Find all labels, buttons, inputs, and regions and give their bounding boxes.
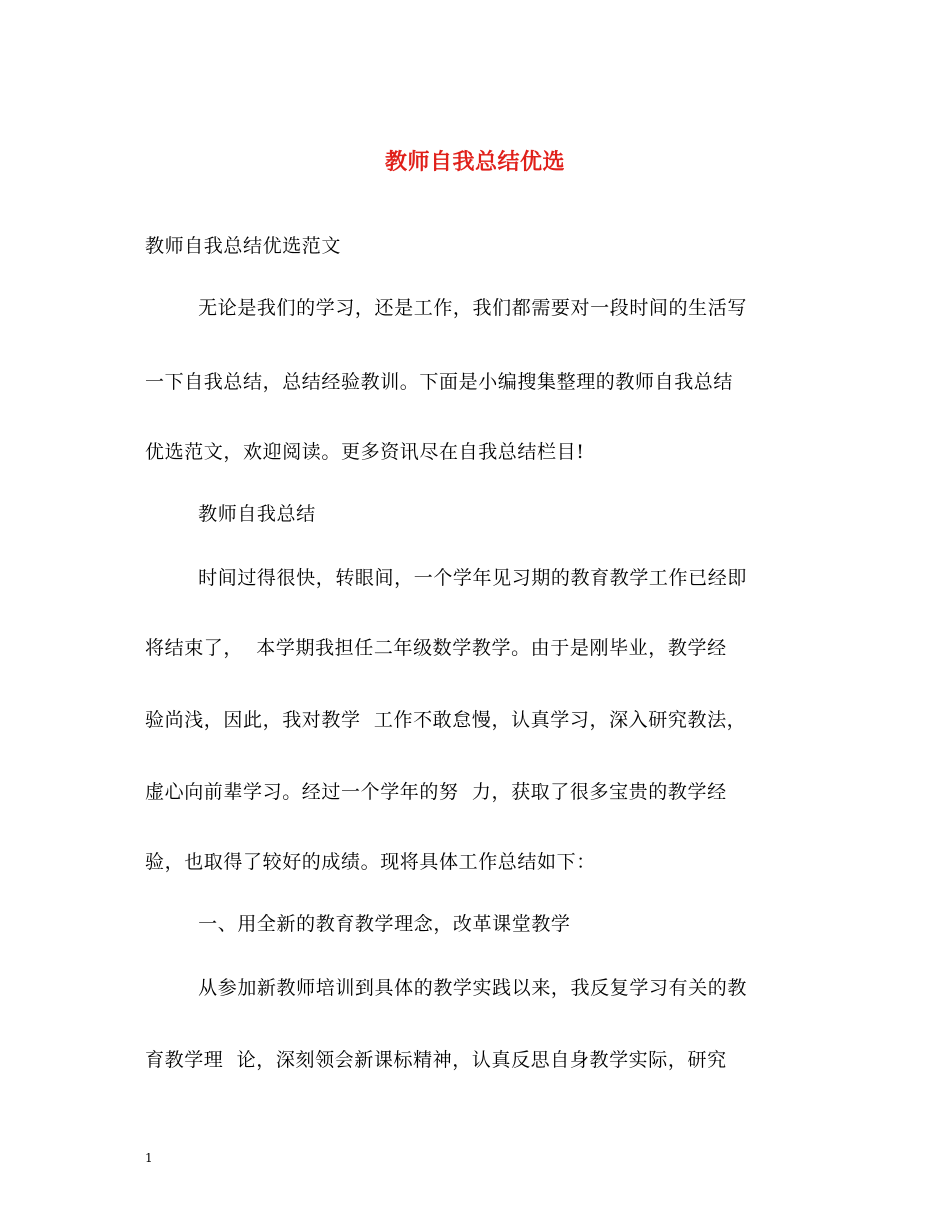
subtitle-line: 教师自我总结优选范文 <box>145 235 342 257</box>
body-line: 时间过得很快，转眼间，一个学年见习期的教育教学工作已经即 <box>145 567 747 589</box>
section-heading-line: 一、用全新的教育教学理念，改革课堂教学 <box>145 913 571 935</box>
body-line: 虚心向前辈学习。经过一个学年的努 力，获取了很多宝贵的教学经 <box>145 781 727 803</box>
body-line: 验尚浅，因此，我对教学 工作不敢怠慢，认真学习，深入研究教法， <box>145 709 747 731</box>
body-line: 将结束了， 本学期我担任二年级数学教学。由于是刚毕业，教学经 <box>145 637 727 659</box>
body-line: 优选范文，欢迎阅读。更多资讯尽在自我总结栏目! <box>145 441 585 463</box>
body-line: 无论是我们的学习，还是工作，我们都需要对一段时间的生活写 <box>145 297 747 319</box>
page-number: 1 <box>145 1151 153 1165</box>
body-line: 验，也取得了较好的成绩。现将具体工作总结如下： <box>145 851 596 873</box>
body-line: 育教学理 论，深刻领会新课标精神，认真反思自身教学实际，研究 <box>145 1049 727 1071</box>
body-line: 从参加新教师培训到具体的教学实践以来，我反复学习有关的教 <box>145 977 747 999</box>
body-line: 一下自我总结，总结经验教训。下面是小编搜集整理的教师自我总结 <box>145 371 734 393</box>
document-title: 教师自我总结优选 <box>384 149 565 175</box>
section-heading-line: 教师自我总结 <box>145 503 316 525</box>
